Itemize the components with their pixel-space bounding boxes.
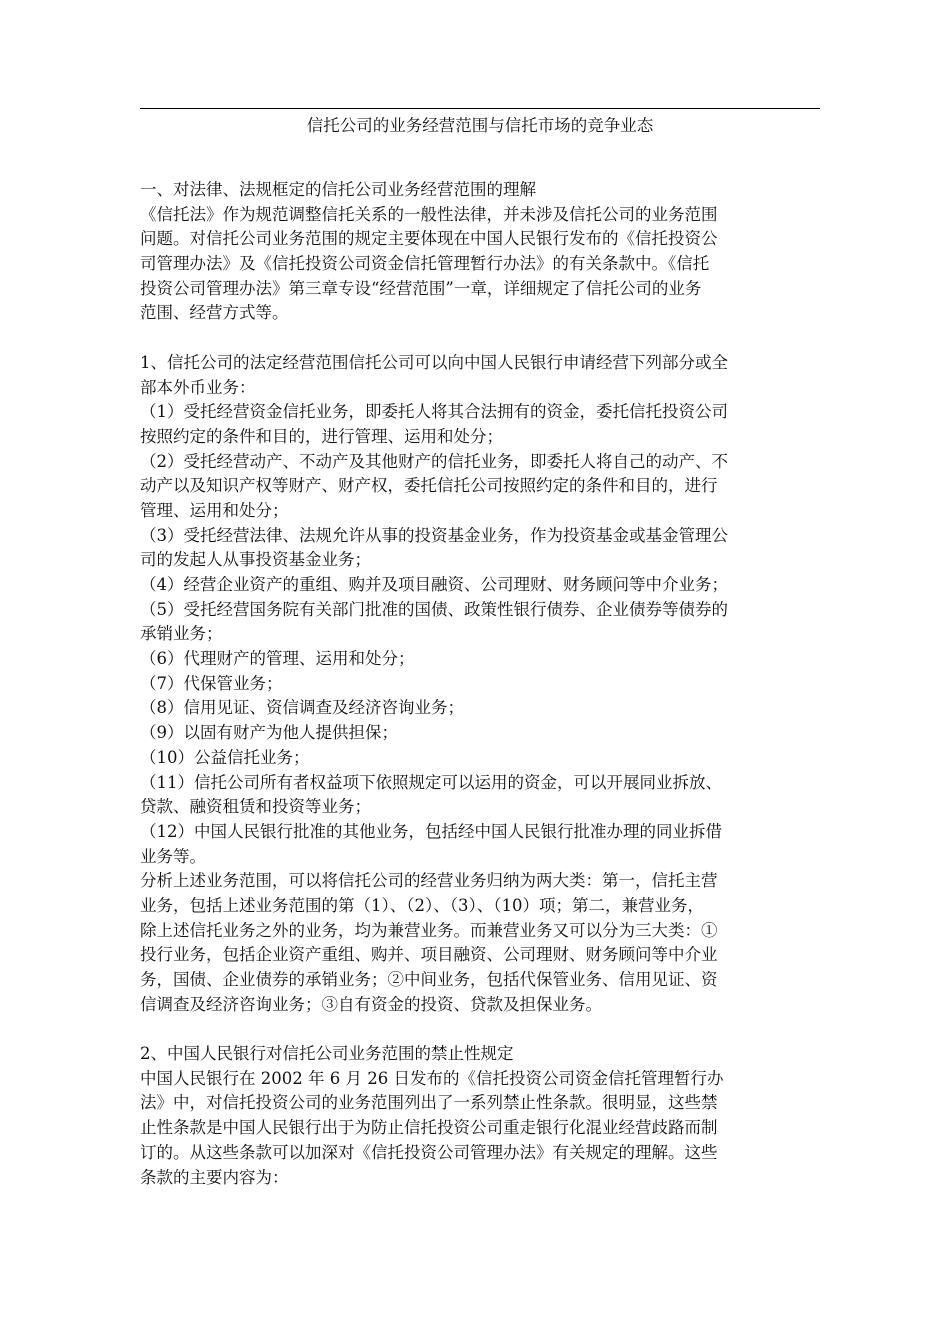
header-rule: [140, 108, 820, 109]
text-line: 止性条款是中国人民银行出于为防止信托投资公司重走银行化混业经营歧路而制: [140, 1118, 718, 1138]
paragraph-gap: [140, 1017, 820, 1042]
text-line: 业务，包括上述业务范围的第（1）、（2）、（3）、（10）项；第二，兼营业务，: [140, 895, 704, 915]
text-line: 管理、运用和处分；: [140, 500, 289, 520]
document-title: 信托公司的业务经营范围与信托市场的竞争业态: [306, 116, 654, 135]
text-line: 务，国债、企业债券的承销业务；②中间业务，包括代保管业务、信用见证、资: [140, 970, 718, 989]
text-line: 除上述信托业务之外的业务，均为兼营业务。而兼营业务又可以分为三大类：①: [140, 920, 718, 940]
text-line: 中国人民银行在 2002 年 6 月 26 日发布的《信托投资公司资金信托管理暂行办: [140, 1068, 724, 1088]
text-line: 信调查及经济咨询业务；③自有资金的投资、贷款及担保业务。: [140, 994, 602, 1014]
text-line: 按照约定的条件和目的，进行管理、运用和处分；: [140, 426, 503, 446]
text-line: （6）代理财产的管理、运用和处分；: [140, 649, 415, 669]
text-line: （7）代保管业务；: [140, 673, 283, 693]
text-line: （12）中国人民银行批准的其他业务，包括经中国人民银行批准办理的同业拆借: [140, 821, 722, 841]
text-line: 《信托法》作为规范调整信托关系的一般性法律，并未涉及信托公司的业务范围: [140, 204, 718, 224]
text-line: 投资公司管理办法》第三章专设“经营范围”一章，详细规定了信托公司的业务: [140, 278, 702, 298]
text-line: 动产以及知识产权等财产、财产权，委托信托公司按照约定的条件和目的，进行: [140, 476, 718, 496]
text-line: 承销业务；: [140, 624, 223, 644]
document-body: [140, 178, 820, 1190]
text-line: （4）经营企业资产的重组、购并及项目融资、公司理财、财务顾问等中介业务；: [140, 575, 728, 594]
text-line: （3）受托经营法律、法规允许从事的投资基金业务，作为投资基金或基金管理公: [140, 525, 728, 545]
text-line: 司的发起人从事投资基金业务；: [140, 550, 371, 570]
text-line: 投行业务，包括企业资产重组、购并、项目融资、公司理财、财务顾问等中介业: [140, 945, 718, 965]
text-line: 分析上述业务范围，可以将信托公司的经营业务归纳为两大类：第一，信托主营: [140, 871, 718, 891]
text-line: （11）信托公司所有者权益项下依照规定可以运用的资金，可以开展同业拆放、: [140, 772, 722, 792]
text-line: 业务等。: [140, 846, 206, 866]
text-line: 条款的主要内容为：: [140, 1167, 289, 1187]
text-line: 范围、经营方式等。: [140, 303, 289, 323]
text-line: （9）以固有财产为他人提供担保；: [140, 723, 398, 743]
paragraph-gap: [140, 326, 820, 351]
text-line: （8）信用见证、资信调查及经济咨询业务；: [140, 698, 464, 718]
text-line: （10）公益信托业务；: [140, 747, 310, 767]
text-line: 法》中，对信托投资公司的业务范围列出了一系列禁止性条款。很明显，这些禁: [140, 1093, 718, 1113]
text-line: 司管理办法》及《信托投资公司资金信托管理暂行办法》的有关条款中。《信托: [140, 254, 710, 274]
text-line: 订的。从这些条款可以加深对《信托投资公司管理办法》有关规定的理解。这些: [140, 1142, 718, 1162]
text-line: （2）受托经营动产、不动产及其他财产的信托业务，即委托人将自己的动产、不: [140, 451, 728, 471]
text-line: 部本外币业务：: [140, 377, 256, 397]
text-line: 贷款、融资租赁和投资等业务；: [140, 797, 371, 817]
text-line: 问题。对信托公司业务范围的规定主要体现在中国人民银行发布的《信托投资公: [140, 229, 718, 249]
text-line: 1、信托公司的法定经营范围信托公司可以向中国人民银行申请经营下列部分或全: [140, 352, 728, 372]
text-line: 2、中国人民银行对信托公司业务范围的禁止性规定: [140, 1044, 514, 1064]
text-line: 一、对法律、法规框定的信托公司业务经营范围的理解: [140, 180, 536, 199]
text-line: （5）受托经营国务院有关部门批准的国债、政策性银行债券、企业债券等债券的: [140, 599, 728, 619]
text-line: （1）受托经营资金信托业务，即委托人将其合法拥有的资金，委托信托投资公司: [140, 402, 728, 422]
document-page: [140, 108, 820, 1190]
